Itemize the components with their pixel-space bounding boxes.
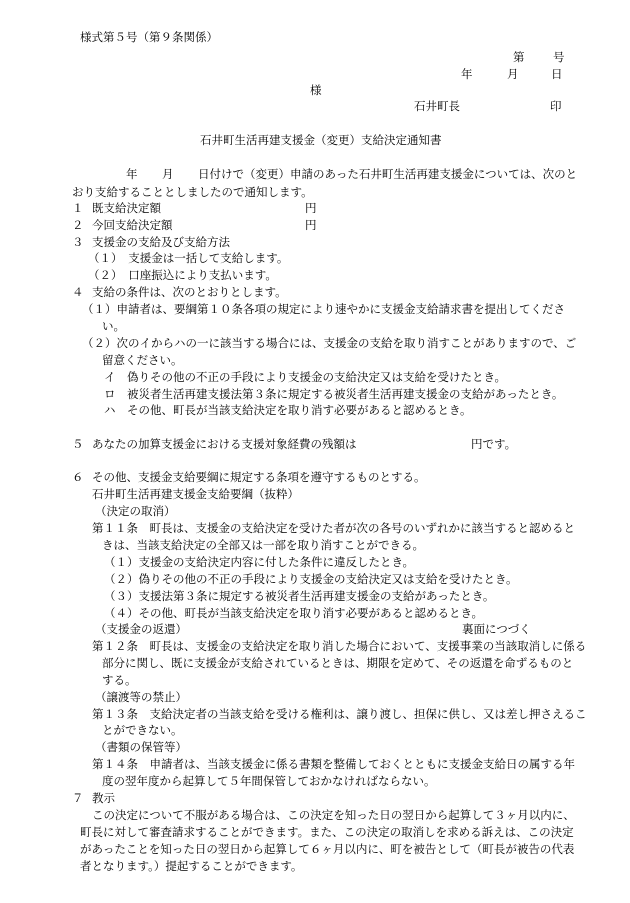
item-2-unit: 円 [305, 218, 317, 232]
item-7-number: ７ [72, 791, 84, 805]
article-12-line3: する。 [102, 673, 137, 687]
article-12-line2: 部分に関し、既に支援金が支給されているときは、期限を定めて、その返還を命ずるものと [102, 656, 574, 670]
item-7-line1: この決定について不服がある場合は、この決定を知った日の翌日から起算して３ヶ月以内に、 [92, 808, 575, 822]
item-4-i: イ 偽りその他の不正の手段により支援金の支給決定又は支給を受けたとき。 [104, 370, 507, 384]
document-title: 石井町生活再建支援金（変更）支給決定通知書 [200, 133, 442, 147]
article-11-line2: きは、当該支給決定の全部又は一部を取り消すことができる。 [102, 538, 424, 552]
date-day-label: 日 [551, 67, 563, 81]
article-12-heading: （支援金の返還） [95, 622, 187, 636]
article-11-item-3: （３）支援法第３条に規定する被災者生活再建支援金の支給があったとき。 [104, 589, 495, 603]
item-4-sub-2a: （２）次のイからハの一に該当する場合には、支援金の支給を取り消すことがありますので、ご [82, 336, 577, 350]
item-4-sub-2b: 留意ください。 [102, 353, 183, 367]
item-5-unit: 円です。 [471, 437, 517, 451]
article-11-item-4: （４）その他、町長が当該支給決定を取り消す必要があると認めるとき。 [104, 606, 484, 620]
item-6-number: ６ [72, 470, 84, 484]
item-7-line3: があったことを知った日の翌日から起算して６ヶ月以内に、町を被告として（町長が被告の代表 [80, 842, 575, 856]
form-number: 様式第５号（第９条関係） [80, 30, 218, 44]
intro-month: 月 [162, 167, 174, 181]
item-6-subtitle: 石井町生活再建支援金支給要綱（抜粋） [92, 487, 299, 501]
item-5-number: ５ [72, 437, 84, 451]
item-4-number: ４ [72, 285, 84, 299]
article-12-line1: 第１２条 町長は、支援金の支給決定を取り消した場合において、支援事業の当該取消しに係る [92, 639, 587, 653]
article-14-line1: 第１４条 申請者は、当該支援金に係る書類を整備しておくとともに支援金支給日の属する年 [92, 757, 575, 771]
article-11-heading: （決定の取消） [95, 504, 176, 518]
item-1-number: １ [72, 201, 84, 215]
date-month-label: 月 [507, 67, 519, 81]
article-11-line1: 第１１条 町長は、支援金の支給決定を受けた者が次の各号のいずれかに該当すると認めると [92, 521, 575, 535]
item-7-label: 教示 [92, 791, 115, 805]
item-1-unit: 円 [305, 201, 317, 215]
date-year-label: 年 [461, 67, 473, 81]
article-13-line2: とができない。 [102, 723, 183, 737]
item-2-label: 今回支給決定額 [92, 218, 173, 232]
item-4-sub-1b: い。 [102, 319, 125, 333]
article-11-item-2: （２）偽りその他の不正の手段により支援金の支給決定又は支給を受けたとき。 [104, 572, 518, 586]
number-dai: 第 [513, 50, 525, 64]
seal-mark: 印 [550, 99, 562, 113]
item-4-label: 支給の条件は、次のとおりとします。 [92, 285, 287, 299]
article-14-heading: （書類の保管等） [95, 740, 187, 754]
item-7-line4: 者となります。）提起することができます。 [80, 859, 303, 873]
item-4-ro: ロ 被災者生活再建支援法第３条に規定する被災者生活再建支援金の支給があったとき。 [104, 387, 564, 401]
continued-note: 裏面につづく [462, 622, 531, 636]
article-14-line2: 度の翌年度から起算して５年間保管しておかなければならない。 [102, 774, 436, 788]
mayor-name: 石井町長 [414, 99, 460, 113]
item-6-label: その他、支援金支給要綱に規定する条項を遵守するものとする。 [92, 470, 426, 484]
intro-line1: 日付けで（変更）申請のあった石井町生活再建支援金については、次のと [198, 167, 578, 181]
item-4-ha: ハ その他、町長が当該支給決定を取り消す必要があると認めるとき。 [104, 403, 472, 417]
item-3-sub-2: （２） 口座振込により支払います。 [88, 268, 277, 282]
intro-year: 年 [126, 167, 138, 181]
item-3-sub-1: （１） 支援金は一括して支給します。 [88, 251, 289, 265]
item-3-number: ３ [72, 235, 84, 249]
item-1-label: 既支給決定額 [92, 201, 161, 215]
number-go: 号 [553, 50, 565, 64]
item-2-number: ２ [72, 218, 84, 232]
recipient-sama: 様 [310, 83, 322, 97]
article-13-heading: （譲渡等の禁止） [95, 690, 187, 704]
intro-line2: おり支給することとしましたので通知します。 [72, 185, 313, 199]
item-7-line2: 町長に対して審査請求することができます。また、この決定の取消しを求める訴えは、この決定 [80, 825, 574, 839]
article-11-item-1: （１）支援金の支給決定内容に付した条件に違反したとき。 [104, 555, 415, 569]
item-4-sub-1a: （１）申請者は、要綱第１０条各項の規定により速やかに支援金支給請求書を提出してくださ [82, 302, 565, 316]
article-13-line1: 第１３条 支給決定者の当該支給を受ける権利は、譲り渡し、担保に供し、又は差し押さえるこ [92, 707, 587, 721]
item-3-label: 支援金の支給及び支給方法 [92, 235, 230, 249]
item-5-label: あなたの加算支援金における支援対象経費の残額は [92, 437, 357, 451]
